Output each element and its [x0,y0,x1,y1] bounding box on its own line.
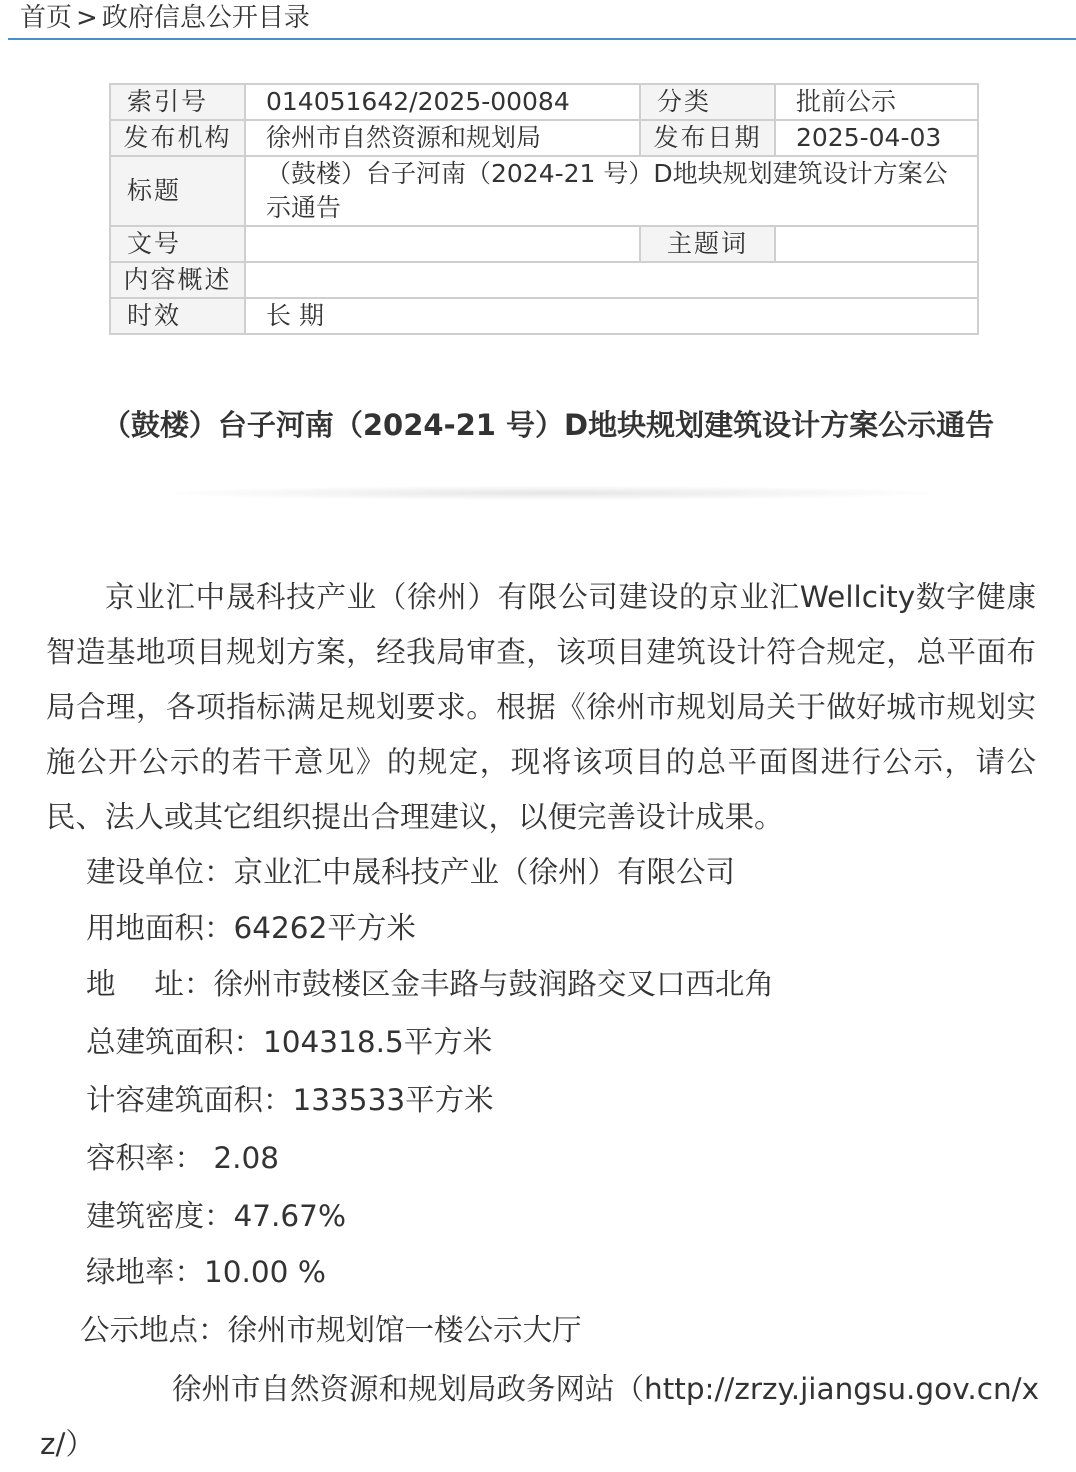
article-title: （鼓楼）台子河南（2024-21 号）D地块规划建筑设计方案公示通告 [101,408,995,442]
validity-label [110,298,245,334]
table-row [110,156,978,226]
field-building-density: 建筑密度：47.67% [86,1199,346,1233]
category-label [640,84,775,120]
field-land-area: 用地面积：64262平方米 [86,911,416,945]
field-display-location: 公示地点：徐州市规划馆一楼公示大厅 [80,1313,582,1347]
title-label [110,156,245,226]
docno-label-text: 文号 [127,229,182,258]
field-total-floor-area: 总建筑面积：104318.5平方米 [86,1025,493,1059]
summary-value [245,262,978,298]
field-builder: 建设单位：京业汇中晟科技产业（徐州）有限公司 [86,855,736,889]
category-value: 批前公示 [775,84,978,120]
article-body [46,570,1036,845]
index-label [110,84,245,120]
docno-label [110,226,245,262]
table-row [110,226,978,262]
keywords-label: 主题词 [640,226,775,262]
breadcrumb-separator: > [76,3,98,33]
table-row [110,120,978,156]
validity-value: 长 期 [245,298,978,334]
breadcrumb-underline [8,38,1076,40]
field-far-floor-area: 计容建筑面积：133533平方米 [86,1083,494,1117]
summary-label: 内容概述 [110,262,245,298]
validity-label-text: 时效 [127,301,182,330]
keywords-value [775,226,978,262]
article-paragraph: 京业汇中晟科技产业（徐州）有限公司建设的京业汇Wellcity数字健康智造基地项目规划方案，经我局审查，该项目建筑设计符合规定，总平面布局合理，各项指标满足规划要求。根据《徐州市规划局关于做好城市规划实施公开公示的若干意见》的规定，现将该项目的总平面图进行公示，请公民、法人或其它组织提出合理建议，以便完善设计成果。 [46,580,1036,834]
publisher-value: 徐州市自然资源和规划局 [245,120,640,156]
breadcrumb-home-link[interactable]: 首页 [20,3,73,33]
category-label-text: 分类 [657,87,712,116]
field-plot-ratio: 容积率： 2.08 [86,1141,280,1175]
table-row [110,298,978,334]
title-label-text: 标题 [127,176,182,205]
title-divider [170,486,930,500]
date-value: 2025-04-03 [775,120,978,156]
breadcrumb-current-link[interactable]: 政府信息公开目录 [101,3,310,33]
index-label-text: 索引号 [127,87,209,116]
date-label: 发布日期 [640,120,775,156]
website-note [40,1362,1040,1472]
field-address: 地 址：徐州市鼓楼区金丰路与鼓润路交叉口西北角 [86,967,774,1001]
docno-value [245,226,640,262]
title-value: （鼓楼）台子河南（2024-21 号）D地块规划建筑设计方案公示通告 [245,156,978,226]
table-row [110,262,978,298]
field-green-ratio: 绿地率：10.00 % [86,1255,326,1289]
website-link-text[interactable]: 徐州市自然资源和规划局政务网站（http://zrzy.jiangsu.gov.cn/xz/） [40,1372,1040,1461]
publisher-label: 发布机构 [110,120,245,156]
breadcrumb [20,0,310,36]
index-value: 014051642/2025-00084 [245,84,640,120]
table-row [110,84,978,120]
info-table [109,83,979,335]
